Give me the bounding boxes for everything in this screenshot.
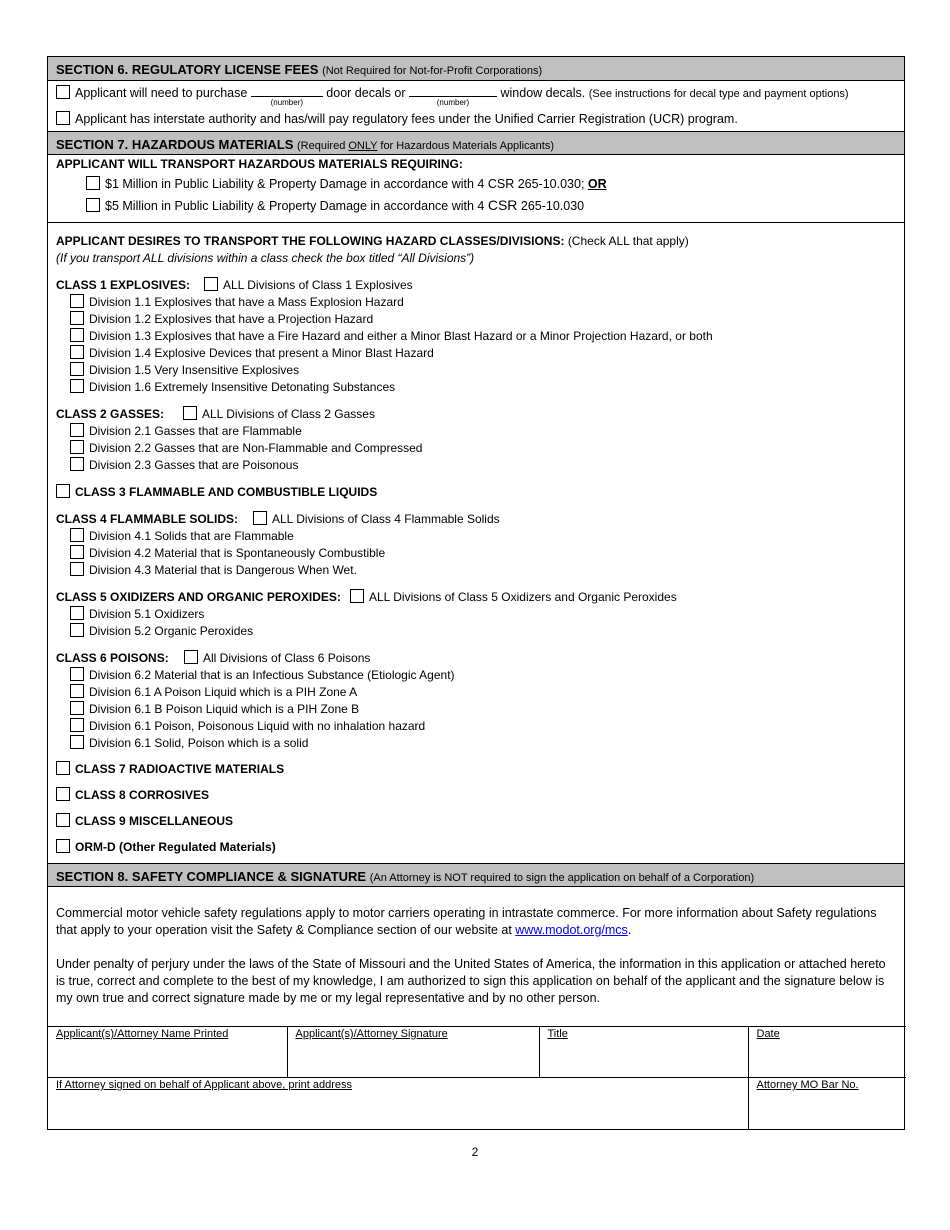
- class-9-row: [56, 813, 896, 830]
- orm-d-checkbox[interactable]: [56, 839, 70, 853]
- division-row: [56, 362, 896, 379]
- class-5-all-text: ALL Divisions of Class 5 Oxidizers and Organic Peroxides: [369, 590, 677, 604]
- division-label: Division 1.4 Explosive Devices that present a Minor Blast Hazard: [89, 346, 434, 360]
- desires-heading: APPLICANT DESIRES TO TRANSPORT THE FOLLOWING HAZARD CLASSES/DIVISIONS:: [56, 234, 565, 248]
- insurance-option-2: [56, 195, 896, 216]
- class-5-group: [56, 589, 896, 640]
- section-7-header: [48, 131, 904, 155]
- division-row: [56, 735, 896, 752]
- ucr-text: Applicant has interstate authority and has/will pay regulatory fees under the Unified Carrier Registration (UCR) program.: [75, 112, 738, 126]
- class-4-label: CLASS 4 FLAMMABLE SOLIDS:: [56, 512, 238, 526]
- division-checkbox[interactable]: [70, 667, 84, 681]
- division-checkbox[interactable]: [70, 545, 84, 559]
- division-row: [56, 562, 896, 579]
- division-row: [56, 379, 896, 396]
- class-4-group: [56, 511, 896, 579]
- division-label: Division 6.1 A Poison Liquid which is a PIH Zone A: [89, 685, 358, 699]
- insurance-1m-checkbox[interactable]: [86, 176, 100, 190]
- division-checkbox[interactable]: [70, 362, 84, 376]
- decal-prefix: Applicant will need to purchase: [75, 86, 248, 100]
- class-6-group: [56, 650, 896, 752]
- bar-number-label: Attorney MO Bar No.: [756, 1079, 859, 1091]
- division-label: Division 1.2 Explosives that have a Projection Hazard: [89, 312, 374, 326]
- class-1-label: CLASS 1 EXPLOSIVES:: [56, 278, 191, 292]
- safety-paragraph: [56, 905, 896, 939]
- division-label: Division 5.2 Organic Peroxides: [89, 624, 254, 638]
- class-2-label: CLASS 2 GASSES:: [56, 407, 165, 421]
- insurance-5m-checkbox[interactable]: [86, 198, 100, 212]
- division-checkbox[interactable]: [70, 718, 84, 732]
- division-label: Division 1.6 Extremely Insensitive Detonating Substances: [89, 380, 396, 394]
- division-row: [56, 667, 896, 684]
- division-checkbox[interactable]: [70, 562, 84, 576]
- decal-row: [56, 85, 896, 111]
- class-4-all-checkbox[interactable]: [253, 511, 267, 525]
- class-5-all-checkbox[interactable]: [350, 589, 364, 603]
- decal-checkbox[interactable]: [56, 85, 70, 99]
- section-6-header: [48, 57, 904, 81]
- decal-instructions-note: (See instructions for decal type and payment options): [588, 88, 849, 100]
- division-label: Division 2.1 Gasses that are Flammable: [89, 424, 302, 438]
- division-row: [56, 345, 896, 362]
- division-checkbox[interactable]: [70, 528, 84, 542]
- division-row: [56, 440, 896, 457]
- requiring-heading: APPLICANT WILL TRANSPORT HAZARDOUS MATERIALS REQUIRING:: [56, 157, 463, 171]
- date-field[interactable]: [748, 1027, 906, 1078]
- insurance-5m-text-post: 265-10.030: [517, 199, 585, 213]
- perjury-paragraph: Under penalty of perjury under the laws of the State of Missouri and the United States of America, the information in this application or attached hereto is true, correct and complete to the best of my knowledge, I am authorized to sign this application on behalf of the applicant and the signature below is my own true and correct signature made by me or my legal representative and by no other person.: [56, 957, 886, 1005]
- class-9-checkbox[interactable]: [56, 813, 70, 827]
- door-decal-count-field[interactable]: [251, 85, 323, 107]
- division-label: Division 2.2 Gasses that are Non-Flammable and Compressed: [89, 441, 423, 455]
- division-checkbox[interactable]: [70, 606, 84, 620]
- insurance-block: [48, 155, 904, 223]
- class-5-header: [56, 589, 896, 606]
- name-printed-field[interactable]: [48, 1027, 287, 1078]
- door-decal-number-label: (number): [270, 98, 304, 107]
- class-1-header: [56, 277, 896, 294]
- division-checkbox[interactable]: [70, 423, 84, 437]
- section-6-body: [48, 81, 904, 131]
- bar-number-field[interactable]: [748, 1078, 906, 1129]
- division-checkbox[interactable]: [70, 379, 84, 393]
- division-label: Division 4.1 Solids that are Flammable: [89, 529, 294, 543]
- safety-paragraph-text: Commercial motor vehicle safety regulations apply to motor carriers operating in intrastate commerce. For more information about Safety regulations that apply to your operation visit the Safety & Compliance section of our website at: [56, 906, 877, 937]
- insurance-option-1: [56, 174, 896, 195]
- class-6-label: CLASS 6 POISONS:: [56, 651, 169, 665]
- division-label: Division 6.1 B Poison Liquid which is a PIH Zone B: [89, 702, 360, 716]
- division-row: [56, 684, 896, 701]
- title-field[interactable]: [539, 1027, 748, 1078]
- division-row: [56, 311, 896, 328]
- division-label: Division 4.2 Material that is Spontaneously Combustible: [89, 546, 386, 560]
- division-checkbox[interactable]: [70, 701, 84, 715]
- section-8-header: [48, 863, 904, 887]
- window-decal-number-label: (number): [436, 98, 470, 107]
- decal-suffix: window decals.: [500, 86, 586, 100]
- title-label: Title: [547, 1028, 568, 1040]
- class-7-row: [56, 761, 896, 778]
- insurance-5m-text-csr: CSR: [487, 197, 518, 213]
- insurance-or-text: OR: [587, 177, 607, 191]
- date-label: Date: [756, 1028, 780, 1040]
- form-frame: [47, 56, 905, 1130]
- division-row: [56, 528, 896, 545]
- class-8-row: [56, 787, 896, 804]
- hazard-classes-block: [48, 223, 904, 863]
- page-number: 2: [471, 1145, 479, 1159]
- class-2-all-text: ALL Divisions of Class 2 Gasses: [202, 407, 375, 421]
- division-checkbox[interactable]: [70, 328, 84, 342]
- class-3-label: CLASS 3 FLAMMABLE AND COMBUSTIBLE LIQUIDS: [75, 485, 378, 499]
- division-label: Division 5.1 Oxidizers: [89, 607, 205, 621]
- division-checkbox[interactable]: [70, 735, 84, 749]
- division-label: Division 6.1 Poison, Poisonous Liquid with no inhalation hazard: [89, 719, 426, 733]
- division-row: [56, 328, 896, 345]
- division-row: [56, 623, 896, 640]
- division-row: [56, 701, 896, 718]
- signature-table: [48, 1026, 906, 1129]
- window-decal-count-field[interactable]: [409, 85, 497, 107]
- ucr-checkbox[interactable]: [56, 111, 70, 125]
- class-1-all-text: ALL Divisions of Class 1 Explosives: [223, 278, 413, 292]
- insurance-1m-text: $1 Million in Public Liability & Property Damage in accordance with 4 CSR 265-10.030;: [105, 177, 585, 191]
- division-row: [56, 606, 896, 623]
- class-8-checkbox[interactable]: [56, 787, 70, 801]
- division-label: Division 6.1 Solid, Poison which is a solid: [89, 736, 309, 750]
- division-label: Division 6.2 Material that is an Infectious Substance (Etiologic Agent): [89, 668, 455, 682]
- section-7-title: SECTION 7. HAZARDOUS MATERIALS: [56, 137, 294, 152]
- class-6-header: [56, 650, 896, 667]
- class-5-label: CLASS 5 OXIDIZERS AND ORGANIC PEROXIDES:: [56, 590, 341, 604]
- class-4-header: [56, 511, 896, 528]
- class-7-label: CLASS 7 RADIOACTIVE MATERIALS: [75, 762, 285, 776]
- division-checkbox[interactable]: [70, 457, 84, 471]
- desires-subnote: (If you transport ALL divisions within a class check the box titled “All Divisions”): [56, 251, 475, 265]
- section-7-note-pre: (Required: [297, 140, 349, 152]
- class-1-group: [56, 277, 896, 396]
- desires-heading-row: [56, 233, 896, 250]
- section-8-body: [48, 887, 904, 1026]
- division-label: Division 2.3 Gasses that are Poisonous: [89, 458, 299, 472]
- class-9-label: CLASS 9 MISCELLANEOUS: [75, 814, 234, 828]
- division-row: [56, 545, 896, 562]
- division-checkbox[interactable]: [70, 623, 84, 637]
- class-3-row: [56, 484, 896, 501]
- division-row: [56, 423, 896, 440]
- division-checkbox[interactable]: [70, 294, 84, 308]
- class-2-all-checkbox[interactable]: [183, 406, 197, 420]
- modot-mcs-link[interactable]: www.modot.org/mcs: [515, 923, 628, 937]
- name-printed-label: Applicant(s)/Attorney Name Printed: [56, 1028, 229, 1040]
- section-8-title: SECTION 8. SAFETY COMPLIANCE & SIGNATURE: [56, 869, 367, 884]
- class-6-all-text: All Divisions of Class 6 Poisons: [203, 651, 371, 665]
- division-label: Division 4.3 Material that is Dangerous When Wet.: [89, 563, 357, 577]
- division-row: [56, 294, 896, 311]
- signature-label: Applicant(s)/Attorney Signature: [295, 1028, 448, 1040]
- division-label: Division 1.1 Explosives that have a Mass Explosion Hazard: [89, 295, 404, 309]
- section-7-note: [297, 140, 554, 152]
- section-6-note: (Not Required for Not-for-Profit Corporations): [322, 65, 543, 77]
- division-row: [56, 718, 896, 735]
- division-checkbox[interactable]: [70, 684, 84, 698]
- section-8-note: (An Attorney is NOT required to sign the application on behalf of a Corporation): [369, 872, 755, 884]
- insurance-5m-text-pre: $5 Million in Public Liability & Property Damage in accordance with 4: [105, 199, 488, 213]
- safety-paragraph-end: .: [627, 923, 632, 937]
- division-label: Division 1.3 Explosives that have a Fire Hazard and either a Minor Blast Hazard or a Minor Projection Hazard, or both: [89, 329, 713, 343]
- class-2-header: [56, 406, 896, 423]
- attorney-address-field[interactable]: [48, 1078, 748, 1129]
- orm-d-label: ORM-D (Other Regulated Materials): [75, 840, 276, 854]
- attorney-address-label: If Attorney signed on behalf of Applicant above, print address: [56, 1079, 352, 1091]
- division-row: [56, 457, 896, 474]
- signature-field[interactable]: [287, 1027, 539, 1078]
- ucr-row: [56, 111, 896, 129]
- class-8-label: CLASS 8 CORROSIVES: [75, 788, 210, 802]
- decal-mid-text: door decals or: [326, 86, 406, 100]
- division-checkbox[interactable]: [70, 345, 84, 359]
- class-4-all-text: ALL Divisions of Class 4 Flammable Solids: [272, 512, 500, 526]
- division-checkbox[interactable]: [70, 440, 84, 454]
- class-7-checkbox[interactable]: [56, 761, 70, 775]
- class-2-group: [56, 406, 896, 474]
- orm-d-row: [56, 839, 896, 856]
- section-7-note-only: ONLY: [348, 140, 378, 152]
- desires-note: (Check ALL that apply): [567, 234, 689, 248]
- division-label: Division 1.5 Very Insensitive Explosives: [89, 363, 300, 377]
- class-3-checkbox[interactable]: [56, 484, 70, 498]
- division-checkbox[interactable]: [70, 311, 84, 325]
- section-6-title: SECTION 6. REGULATORY LICENSE FEES: [56, 62, 319, 77]
- section-7-note-post: for Hazardous Materials Applicants): [377, 140, 555, 152]
- class-1-all-checkbox[interactable]: [204, 277, 218, 291]
- class-6-all-checkbox[interactable]: [184, 650, 198, 664]
